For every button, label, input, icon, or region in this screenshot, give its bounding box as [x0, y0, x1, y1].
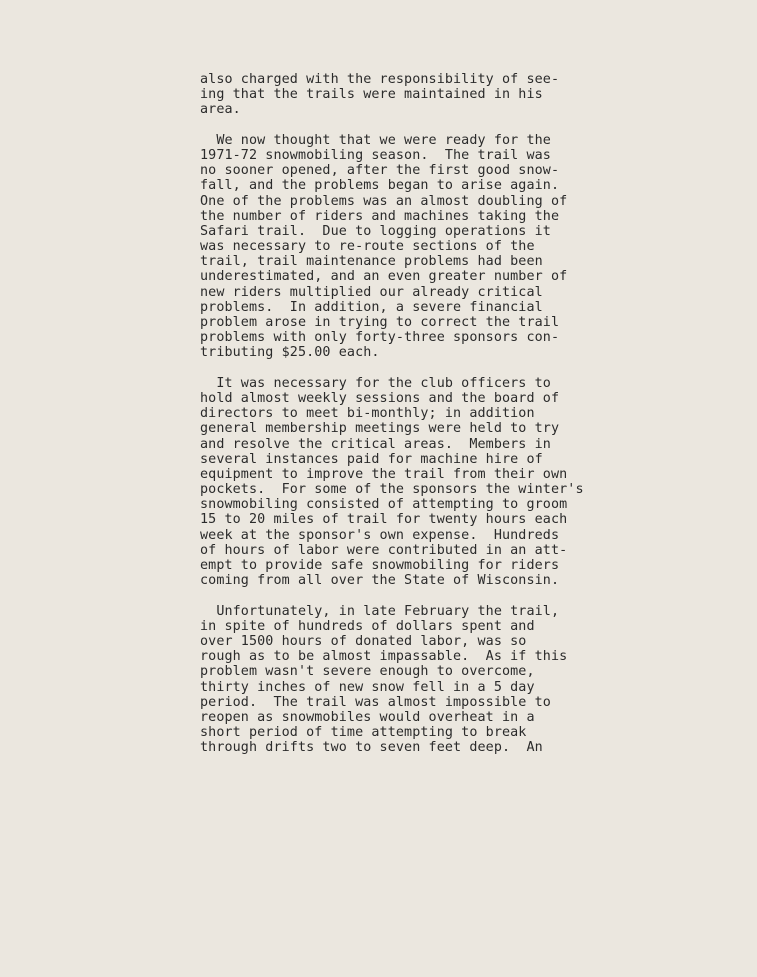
text-line: short period of time attempting to break — [200, 725, 527, 741]
text-line: problems with only forty-three sponsors con- — [200, 330, 560, 346]
paragraph-1 — [200, 72, 640, 118]
text-line: period. The trail was almost impossible to — [200, 694, 551, 710]
paragraph-spacer — [200, 361, 640, 376]
text-line: hold almost weekly sessions and the board of — [200, 390, 560, 406]
text-line: trail, trail maintenance problems had been — [200, 254, 543, 270]
text-line: empt to provide safe snowmobiling for riders — [200, 558, 560, 573]
text-line: several instances paid for machine hire of — [200, 451, 543, 467]
text-line: 15 to 20 miles of trail for twenty hours each — [200, 512, 568, 528]
text-line: pockets. For some of the sponsors the winter's — [200, 482, 584, 498]
text-line: over 1500 hours of donated labor, was so — [200, 633, 527, 649]
text-line: new riders multiplied our already critical — [200, 284, 543, 300]
typed-text-body — [200, 72, 640, 755]
text-line: ing that the trails were maintained in his — [200, 87, 543, 103]
text-line: was necessary to re-route sections of the — [200, 239, 535, 255]
text-line: problem arose in trying to correct the trail — [200, 315, 560, 330]
text-line: and resolve the critical areas. Members in — [200, 436, 551, 452]
text-line: general membership meetings were held to try — [200, 421, 560, 437]
text-line: rough as to be almost impassable. As if this — [200, 649, 568, 665]
text-line: week at the sponsor's own expense. Hundreds — [200, 527, 560, 543]
text-line: snowmobiling consisted of attempting to groom — [200, 497, 568, 513]
text-line: tributing $25.00 each. — [200, 345, 380, 361]
paragraph-spacer — [200, 588, 640, 603]
text-line: Unfortunately, in late February the trail, — [200, 603, 560, 619]
text-line: coming from all over the State of Wisconsin. — [200, 573, 560, 589]
text-line: the number of riders and machines taking the — [200, 208, 560, 224]
text-line: underestimated, and an even greater number of — [200, 269, 568, 285]
text-line: through drifts two to seven feet deep. An — [200, 740, 543, 756]
text-line: area. — [200, 102, 241, 118]
text-line: We now thought that we were ready for the — [200, 132, 551, 148]
text-line: problem wasn't severe enough to overcome, — [200, 664, 535, 680]
paragraph-3 — [200, 376, 640, 589]
text-line: Safari trail. Due to logging operations it — [200, 223, 551, 239]
text-line: One of the problems was an almost doubling of — [200, 193, 568, 209]
text-line: directors to meet bi-monthly; in addition — [200, 406, 535, 422]
text-line: equipment to improve the trail from their own — [200, 466, 568, 482]
text-line: 1971-72 snowmobiling season. The trail was — [200, 147, 551, 163]
text-line: also charged with the responsibility of see- — [200, 72, 560, 87]
text-line: It was necessary for the club officers to — [200, 375, 551, 391]
text-line: fall, and the problems began to arise again. — [200, 178, 560, 194]
text-line: reopen as snowmobiles would overheat in a — [200, 709, 535, 725]
text-line: of hours of labor were contributed in an att- — [200, 542, 568, 558]
paragraph-spacer — [200, 118, 640, 133]
text-line: problems. In addition, a severe financial — [200, 299, 543, 315]
text-line: no sooner opened, after the first good snow- — [200, 163, 560, 179]
text-line: in spite of hundreds of dollars spent and — [200, 618, 535, 634]
paragraph-2 — [200, 133, 640, 361]
text-line: thirty inches of new snow fell in a 5 day — [200, 679, 535, 695]
paragraph-4 — [200, 604, 640, 756]
